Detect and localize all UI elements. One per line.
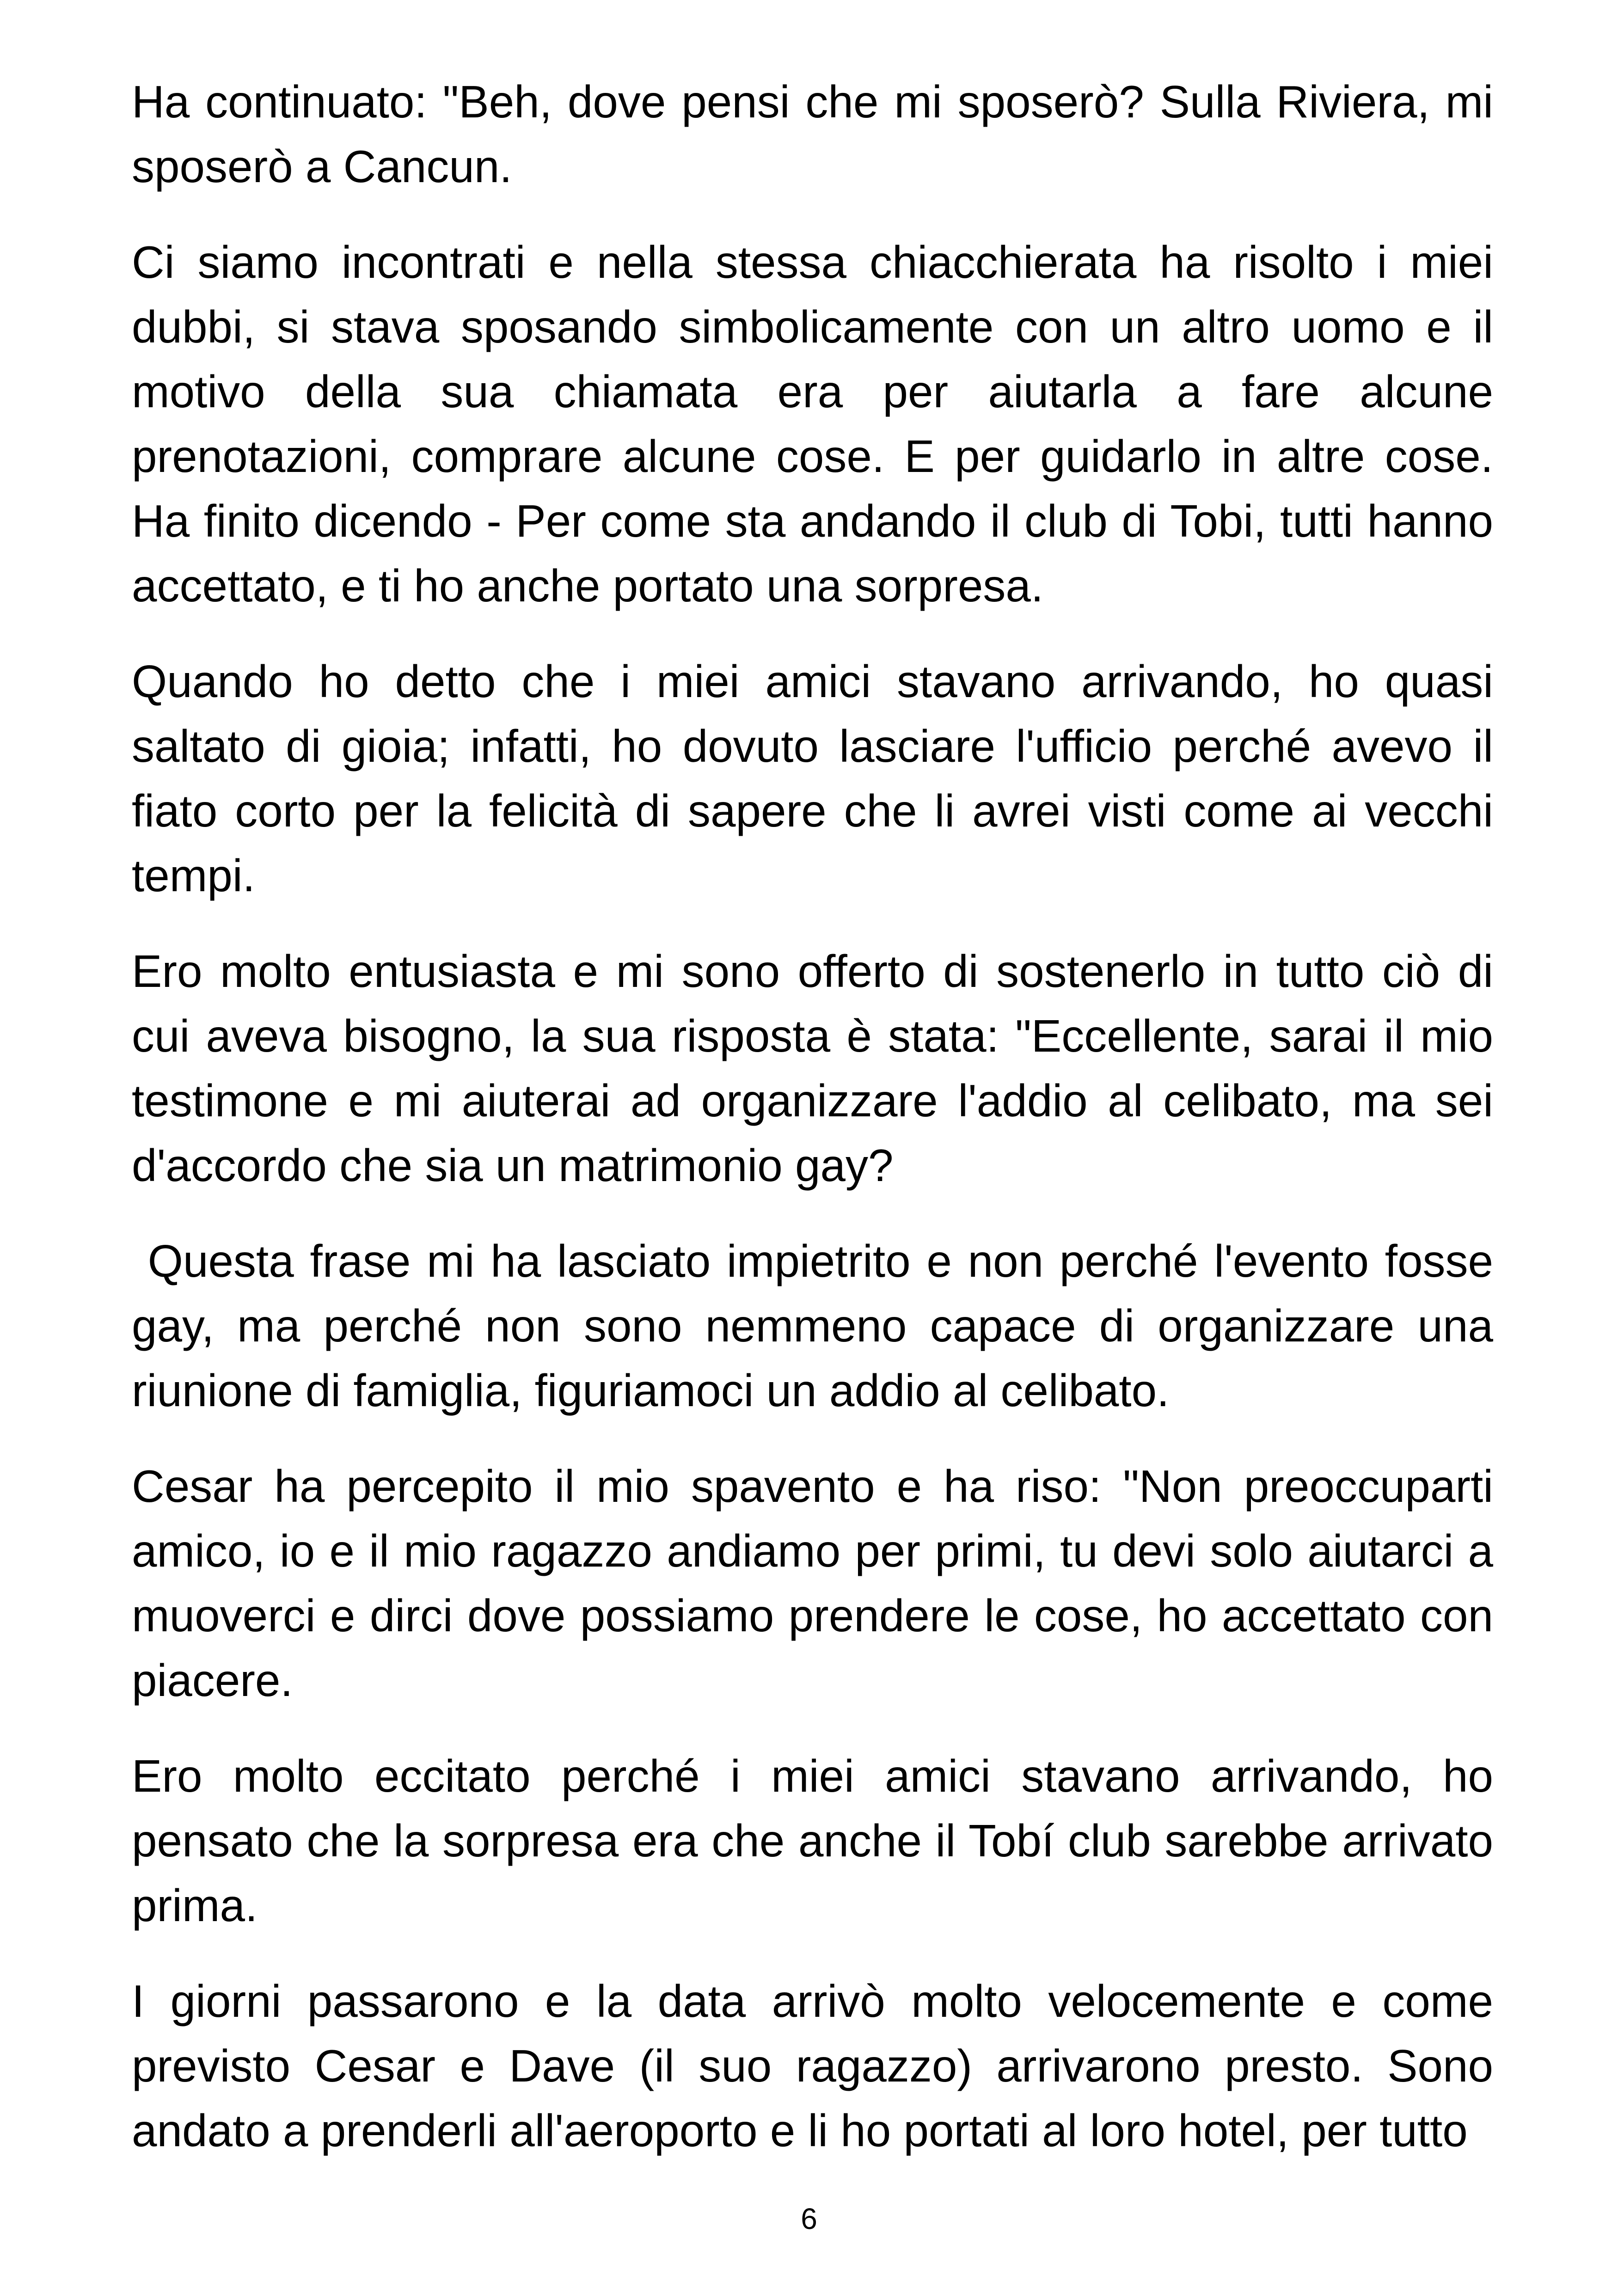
paragraph: Quando ho detto che i miei amici stavano arrivando, ho quasi saltato di gioia; infatti, ho dovuto lasciare l'ufficio perché avevo il fiato corto per la felicità di sapere che li avrei visti come ai vecchi tempi.	[132, 656, 1493, 901]
body-text	[132, 69, 1493, 2163]
paragraph: Ha continuato: "Beh, dove pensi che mi sposerò? Sulla Riviera, mi sposerò a Cancun.	[132, 76, 1493, 192]
paragraph: Ero molto entusiasta e mi sono offerto di sostenerlo in tutto ciò di cui aveva bisogno, la sua risposta è stata: "Eccellente, sarai il mio testimone e mi aiuterai ad organizzare l'addio al celibato, ma sei d'accordo che sia un matrimonio gay?	[132, 946, 1493, 1191]
paragraph: Ci siamo incontrati e nella stessa chiacchierata ha risolto i miei dubbi, si stava sposando simbolicamente con un altro uomo e il motivo della sua chiamata era per aiutarla a fare alcune prenotazioni, comprare alcune cose. E per guidarlo in altre cose. Ha finito dicendo - Per come sta andando il club di Tobi, tutti hanno accettato, e ti ho anche portato una sorpresa.	[132, 237, 1493, 611]
paragraph: Ero molto eccitato perché i miei amici stavano arrivando, ho pensato che la sorpresa era che anche il Tobí club sarebbe arrivato prima.	[132, 1751, 1493, 1931]
paragraph: Questa frase mi ha lasciato impietrito e non perché l'evento fosse gay, ma perché non sono nemmeno capace di organizzare una riunione di famiglia, figuriamoci un addio al celibato.	[132, 1236, 1493, 1416]
paragraph: Cesar ha percepito il mio spavento e ha riso: "Non preoccuparti amico, io e il mio ragazzo andiamo per primi, tu devi solo aiutarci a muoverci e dirci dove possiamo prendere le cose, ho accettato con piacere.	[132, 1461, 1493, 1706]
paragraph: I giorni passarono e la data arrivò molto velocemente e come previsto Cesar e Dave (il suo ragazzo) arrivarono presto. Sono andato a prenderli all'aeroporto e li ho portati al loro hotel, per tutto	[132, 1976, 1493, 2156]
page-number: 6	[801, 2202, 817, 2235]
